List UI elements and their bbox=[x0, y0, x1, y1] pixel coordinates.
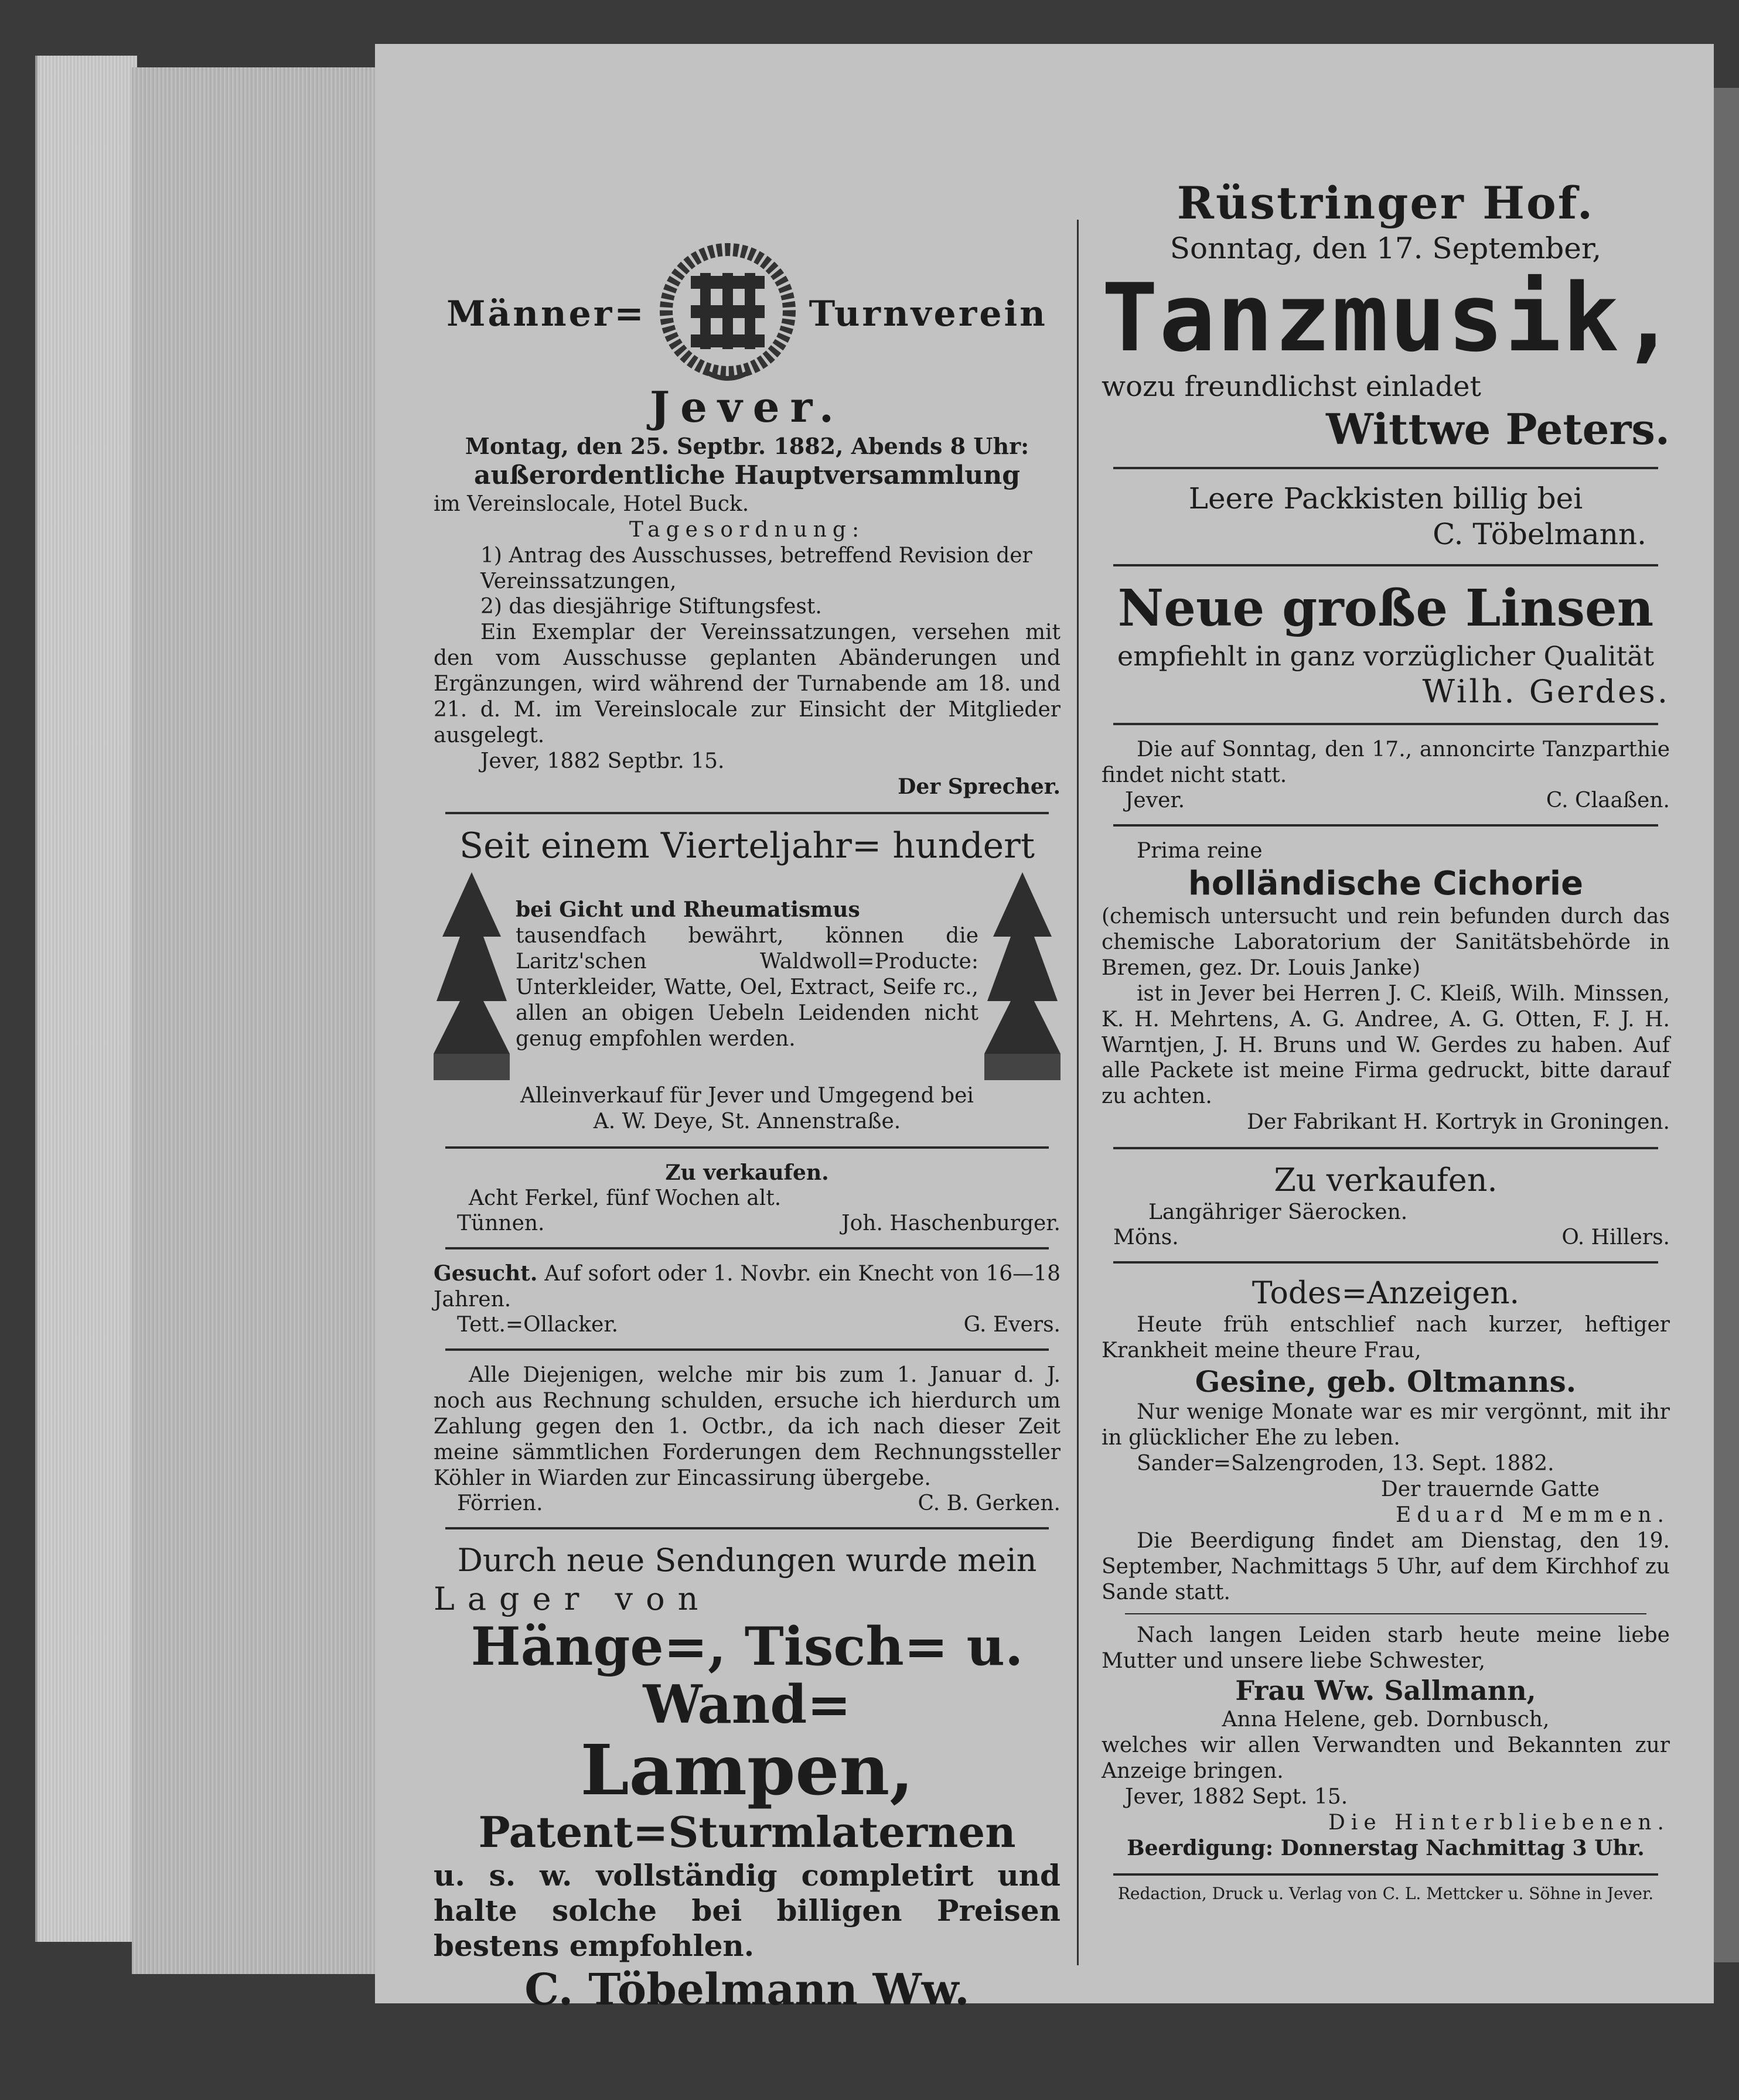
divider bbox=[445, 1247, 1049, 1249]
divider bbox=[445, 1348, 1049, 1351]
saerock-title: Zu verkaufen. bbox=[1274, 1162, 1498, 1199]
linsen-headline: Neue große Linsen bbox=[1117, 579, 1654, 638]
right-column bbox=[1090, 173, 1682, 1903]
knecht-ad bbox=[422, 1258, 1072, 1340]
lampen-big-2: Lampen, bbox=[580, 1729, 914, 1811]
lampen-sponsor: C. Töbelmann Ww. bbox=[524, 1965, 970, 2016]
turnverein-header bbox=[434, 241, 1061, 387]
waldwoll-sale: Alleinverkauf für Jever und Umgegend bei bbox=[520, 1083, 974, 1108]
lampen-big-1: Hänge=, Tisch= u. Wand= bbox=[470, 1616, 1024, 1736]
waldwoll-body-row bbox=[434, 866, 1061, 1083]
cichorie-intro: Prima reine bbox=[1137, 838, 1263, 863]
divider bbox=[445, 812, 1049, 814]
tanzpartie-place: Jever. bbox=[1125, 788, 1185, 812]
ferkel-body: Acht Ferkel, fünf Wochen alt. bbox=[469, 1186, 782, 1211]
fir-tree-icon bbox=[984, 866, 1061, 1083]
todes-survivors: Die Hinterbliebenen. bbox=[1328, 1811, 1670, 1835]
linsen-body: empfiehlt in ganz vorzüglicher Qualität bbox=[1117, 640, 1655, 672]
turnverein-dateline: Jever, 1882 Septbr. 15. bbox=[480, 749, 725, 773]
knecht-lead: Gesucht. bbox=[434, 1261, 538, 1286]
zahlung-body: Alle Diejenigen, welche mir bis zum 1. Januar d. J. noch aus Rechnung schulden, ersuche ich hierdurch um Zahlung gegen den 1. Octbr., da ich nach dieser Zeit meine sämmtlichen Forderungen dem Rechnungssteller Köhler in Wiarden zur Eincassirung übergebe. bbox=[434, 1363, 1061, 1490]
fir-tree-icon bbox=[434, 866, 510, 1083]
turnverein-signature: Der Sprecher. bbox=[898, 774, 1061, 799]
turnverein-place: Jever. bbox=[650, 382, 844, 432]
agenda-item-2: 2) das diesjährige Stiftungsfest. bbox=[480, 595, 822, 619]
divider bbox=[1113, 1261, 1658, 1264]
packkisten-ad bbox=[1090, 477, 1682, 556]
linsen-ad bbox=[1090, 575, 1682, 715]
newspaper-page bbox=[375, 44, 1714, 2016]
column-divider bbox=[1077, 220, 1079, 1965]
tanzpartie-body: Die auf Sonntag, den 17., annoncirte Tanzparthie findet nicht statt. bbox=[1102, 737, 1670, 787]
tanzpartie-name: C. Claaßen. bbox=[1546, 788, 1670, 812]
turnverein-date: Montag, den 25. Septbr. 1882, Abends 8 Uhr: bbox=[465, 432, 1029, 459]
knecht-body: Auf sofort oder 1. Novbr. ein Knecht von 16—18 Jahren. bbox=[434, 1262, 1061, 1312]
cichorie-body: (chemisch untersucht und rein befunden durch das chemische Laboratorium der Sanitätsbehörde in Bremen, gez. Dr. Louis Janke) bbox=[1102, 904, 1670, 980]
ferkel-ad bbox=[422, 1157, 1072, 1239]
saerock-place: Möns. bbox=[1113, 1225, 1179, 1249]
lampen-patent: Patent=Sturmlaternen bbox=[478, 1807, 1016, 1857]
saerock-body: Langähriger Säerocken. bbox=[1148, 1200, 1408, 1225]
knecht-signature bbox=[434, 1313, 1061, 1337]
ferkel-title: Zu verkaufen. bbox=[665, 1160, 829, 1185]
ferkel-signature bbox=[434, 1211, 1061, 1235]
turnverein-ad bbox=[422, 237, 1072, 804]
saerock-signature bbox=[1102, 1225, 1670, 1249]
todes-mourner-label: Der trauernde Gatte bbox=[1380, 1477, 1600, 1501]
imprint: Redaction, Druck u. Verlag von C. L. Mettcker u. Söhne in Jever. bbox=[1117, 1883, 1654, 1903]
todes-date-1: Sander=Salzengroden, 13. Sept. 1882. bbox=[1137, 1452, 1554, 1476]
todes-p4: welches wir allen Verwandten und Bekannten zur Anzeige bringen. bbox=[1102, 1733, 1670, 1784]
divider bbox=[1125, 1613, 1646, 1614]
todes-mourner: Eduard Memmen. bbox=[1395, 1503, 1670, 1527]
zahlung-place: Förrien. bbox=[457, 1491, 543, 1515]
waldwoll-headline: Seit einem Vierteljahr= hundert bbox=[459, 825, 1035, 866]
todes-p3: Nach langen Leiden starb heute meine liebe Mutter und unsere liebe Schwester, bbox=[1102, 1623, 1670, 1674]
todesanzeigen bbox=[1090, 1272, 1682, 1865]
page-stack-edge bbox=[132, 67, 378, 1974]
waldwoll-ad bbox=[422, 822, 1072, 1138]
cichorie-ad bbox=[1090, 835, 1682, 1139]
knecht-place: Tett.=Ollacker. bbox=[457, 1313, 619, 1337]
lampen-ad bbox=[422, 1538, 1072, 2020]
turner-cross-wreath-icon bbox=[654, 241, 801, 387]
divider bbox=[445, 1527, 1049, 1529]
todes-burial-1: Die Beerdigung findet am Dienstag, den 19. September, Nachmittags 5 Uhr, auf dem Kirchhof zu Sande statt. bbox=[1102, 1528, 1670, 1604]
zahlung-ad bbox=[422, 1359, 1072, 1519]
divider bbox=[1113, 1873, 1658, 1876]
divider bbox=[445, 1146, 1049, 1149]
turnverein-body: Ein Exemplar der Vereinssatzungen, versehen mit den vom Ausschusse geplanten Abänderungen und Ergänzungen, wird während der Turnabende am 18. und 21. d. M. im Vereinslocale zur Einsicht der Mitglieder ausgelegt. bbox=[434, 620, 1061, 748]
lampen-body: u. s. w. vollständig completirt und halte solche bei billigen Preisen bestens empfohlen. bbox=[434, 1858, 1061, 1964]
book-cover-edge bbox=[35, 56, 137, 1942]
todes-burial-2: Beerdigung: Donnerstag Nachmittag 3 Uhr. bbox=[1127, 1835, 1645, 1860]
tanz-headline: Tanzmusik, bbox=[1102, 262, 1678, 373]
lampen-intro: Durch neue Sendungen wurde mein bbox=[457, 1541, 1037, 1579]
tanzpartie-signature bbox=[1102, 788, 1670, 812]
left-column bbox=[422, 237, 1072, 2016]
agenda-item-1: 1) Antrag des Ausschusses, betreffend Revision der Vereinssatzungen, bbox=[480, 543, 1032, 593]
ferkel-name: Joh. Haschenburger. bbox=[841, 1211, 1061, 1236]
turnverein-event: außerordentliche Hauptversammlung bbox=[474, 460, 1020, 491]
kisten-body: Leere Packkisten billig bei bbox=[1188, 482, 1583, 516]
cichorie-maker: Der Fabrikant H. Kortryk in Groningen. bbox=[1247, 1110, 1670, 1135]
waldwoll-seller: A. W. Deye, St. Annenstraße. bbox=[593, 1109, 901, 1133]
todes-deceased-1: Gesine, geb. Oltmanns. bbox=[1195, 1364, 1577, 1399]
lampen-intro-2: Lager von bbox=[434, 1580, 711, 1617]
divider bbox=[1113, 824, 1658, 827]
knecht-name: G. Evers. bbox=[963, 1313, 1061, 1337]
ferkel-place: Tünnen. bbox=[457, 1211, 545, 1236]
todes-title: Todes=Anzeigen. bbox=[1252, 1275, 1520, 1311]
cichorie-dealers: ist in Jever bei Herren J. C. Kleiß, Wilh. Minssen, K. H. Mehrtens, A. G. Andree, A. G. Otten, F. J. H. Warntjen, J. H. Bruns und W. Gerdes zu haben. Auf alle Packete ist meine Firma gedruckt, bitte darauf zu achten. bbox=[1102, 981, 1670, 1109]
todes-deceased-2-sub: Anna Helene, geb. Dornbusch, bbox=[1222, 1708, 1550, 1732]
waldwoll-text bbox=[516, 897, 978, 1051]
tanzmusik-ad bbox=[1090, 173, 1682, 459]
divider bbox=[1113, 723, 1658, 725]
zahlung-name: C. B. Gerken. bbox=[918, 1491, 1061, 1515]
todes-p2: Nur wenige Monate war es mir vergönnt, mit ihr in glücklicher Ehe zu leben. bbox=[1102, 1400, 1670, 1450]
tanz-host: Wittwe Peters. bbox=[1326, 404, 1670, 455]
tanz-invite: wozu freundlichst einladet bbox=[1102, 370, 1481, 403]
todes-p1: Heute früh entschlief nach kurzer, heftiger Krankheit meine theure Frau, bbox=[1102, 1313, 1670, 1363]
kisten-name: C. Töbelmann. bbox=[1433, 517, 1646, 552]
next-page-edge bbox=[1714, 88, 1739, 1962]
waldwoll-body: tausendfach bewährt, können die Laritz'schen Waldwoll=Producte: Unterkleider, Watte, Oel, Extract, Seife rc., allen an obigen Uebeln Leidenden nicht genug empfohlen werden. bbox=[516, 923, 978, 1051]
agenda-title: Tagesordnung: bbox=[629, 517, 865, 542]
saerock-name: O. Hillers. bbox=[1561, 1225, 1670, 1249]
turnverein-left-word: Männer= bbox=[446, 293, 646, 334]
divider bbox=[1113, 467, 1658, 469]
tanz-date: Sonntag, den 17. September, bbox=[1169, 231, 1602, 265]
zahlung-signature bbox=[434, 1491, 1061, 1515]
divider bbox=[1113, 1147, 1658, 1149]
turnverein-venue: im Vereinslocale, Hotel Buck. bbox=[434, 491, 749, 516]
divider bbox=[1113, 564, 1658, 566]
todes-date-2: Jever, 1882 Sept. 15. bbox=[1125, 1785, 1348, 1809]
linsen-name: Wilh. Gerdes. bbox=[1422, 673, 1670, 711]
turnverein-right-word: Turnverein bbox=[809, 293, 1048, 334]
tanzpartie-ad bbox=[1090, 733, 1682, 816]
tanz-venue: Rüstringer Hof. bbox=[1177, 177, 1595, 229]
waldwoll-body-bold: bei Gicht und Rheumatismus bbox=[516, 897, 860, 923]
todes-deceased-2: Frau Ww. Sallmann, bbox=[1235, 1675, 1536, 1707]
saerock-ad bbox=[1090, 1157, 1682, 1253]
cichorie-product: holländische Cichorie bbox=[1188, 864, 1584, 903]
